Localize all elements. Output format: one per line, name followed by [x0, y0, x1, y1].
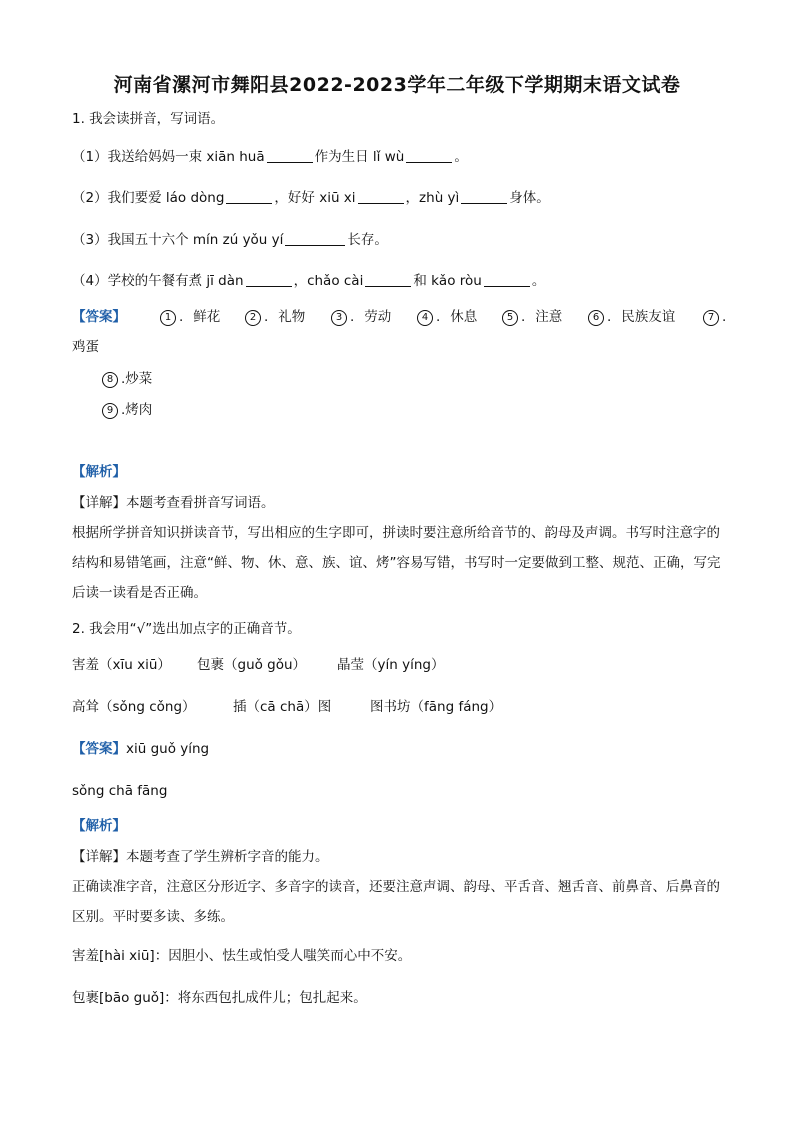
q2-definition: 包裹[bāo guǒ]：将东西包扎成件儿；包扎起来。	[72, 990, 367, 1006]
answer-item: 6 . 民族友谊	[588, 308, 675, 326]
answer-blank	[285, 231, 345, 246]
q2-answer-line2: sǒng chā fāng	[72, 783, 168, 799]
q1-line4-b: ，chǎo cài	[293, 273, 364, 289]
q1-line4-c: 和 kǎo ròu	[413, 273, 482, 289]
q2-option: 高耸（sǒng cǒng）	[72, 699, 196, 715]
q2-answer	[72, 740, 209, 758]
q1-detail	[72, 494, 275, 512]
q1-line1	[72, 148, 468, 166]
answer-text: xiū guǒ yíng	[126, 741, 210, 757]
answer-blank	[358, 189, 404, 204]
answer-item: 1 . 鲜花	[160, 308, 220, 326]
q1-line3	[72, 231, 388, 249]
analysis-tag: 【解析】	[72, 818, 126, 834]
q2-stem: 2. 我会用“√”选出加点字的正确音节。	[72, 621, 301, 637]
answer-blank	[406, 148, 452, 163]
answer-item: 3 . 劳动	[331, 308, 391, 326]
q2-option: 害羞（xīu xiū）	[72, 657, 171, 673]
answer-blank	[267, 148, 313, 163]
q1-line2-c: ，zhù yì	[405, 190, 460, 206]
detail-tag: 【详解】	[72, 849, 126, 865]
q2-option: 插（cā chā）图	[233, 699, 332, 715]
q1-line1-a: （1）我送给妈妈一束 xiān huā	[72, 149, 265, 165]
answer-blank	[246, 272, 292, 287]
answer-blank	[365, 272, 411, 287]
q1-line4-d: 。	[531, 273, 546, 289]
detail-text: 本题考查了学生辨析字音的能力。	[126, 849, 329, 865]
q2-option: 包裹（guǒ gǒu）	[197, 657, 307, 673]
answer-item: 9 .烤肉	[102, 401, 152, 419]
q1-line4-a: （4）学校的午餐有煮 jī dàn	[72, 273, 244, 289]
q1-line2-b: ，好好 xiū xi	[274, 190, 356, 206]
detail-tag: 【详解】	[72, 495, 126, 511]
q1-line2	[72, 189, 550, 207]
q1-line2-d: 身体。	[509, 190, 550, 206]
answer-item-num: 7 .	[703, 308, 726, 326]
q2-option: 图书坊（fāng fáng）	[370, 699, 503, 715]
detail-text: 本题考查看拼音写词语。	[126, 495, 275, 511]
analysis-tag: 【解析】	[72, 464, 126, 480]
answer-blank	[461, 189, 507, 204]
q1-line4	[72, 272, 545, 290]
answer-item: 5 . 注意	[502, 308, 562, 326]
q1-stem: 1. 我会读拼音，写词语。	[72, 111, 225, 127]
answer-item: 2 . 礼物	[245, 308, 305, 326]
answer-item-text: 鸡蛋	[72, 339, 99, 355]
answer-blank	[484, 272, 530, 287]
q1-line1-b: 作为生日 lǐ wù	[314, 149, 405, 165]
q1-line3-a: （3）我国五十六个 mín zú yǒu yí	[72, 232, 284, 248]
page-title: 河南省漯河市舞阳县2022-2023学年二年级下学期期末语文试卷	[113, 74, 681, 96]
answer-tag: 【答案】	[72, 309, 126, 325]
q2-explanation: 正确读准字音，注意区分形近字、多音字的读音，还要注意声调、韵母、平舌音、翘舌音、前鼻音、后鼻音的区别。平时要多读、多练。	[72, 879, 720, 925]
q1-line1-c: 。	[454, 149, 468, 165]
q1-line2-a: （2）我们要爱 láo dòng	[72, 190, 225, 206]
answer-blank	[226, 189, 272, 204]
q1-explanation: 根据所学拼音知识拼读音节，写出相应的生字即可，拼读时要注意所给音节的、韵母及声调。书写时注意字的结构和易错笔画，注意“鲜、物、休、意、族、谊、烤”容易写错，书写时一定要做到工整、规范、正确，写完后读一读看是否正确。	[72, 525, 721, 601]
answer-item: 8 .炒菜	[102, 370, 152, 388]
q2-option: 晶莹（yín yíng）	[337, 657, 445, 673]
q2-definition: 害羞[hài xiū]：因胆小、怯生或怕受人嗤笑而心中不安。	[72, 948, 412, 964]
q2-detail	[72, 848, 329, 866]
answer-tag: 【答案】	[72, 741, 126, 757]
q1-line3-b: 长存。	[347, 232, 388, 248]
answer-item: 4 . 休息	[417, 308, 477, 326]
